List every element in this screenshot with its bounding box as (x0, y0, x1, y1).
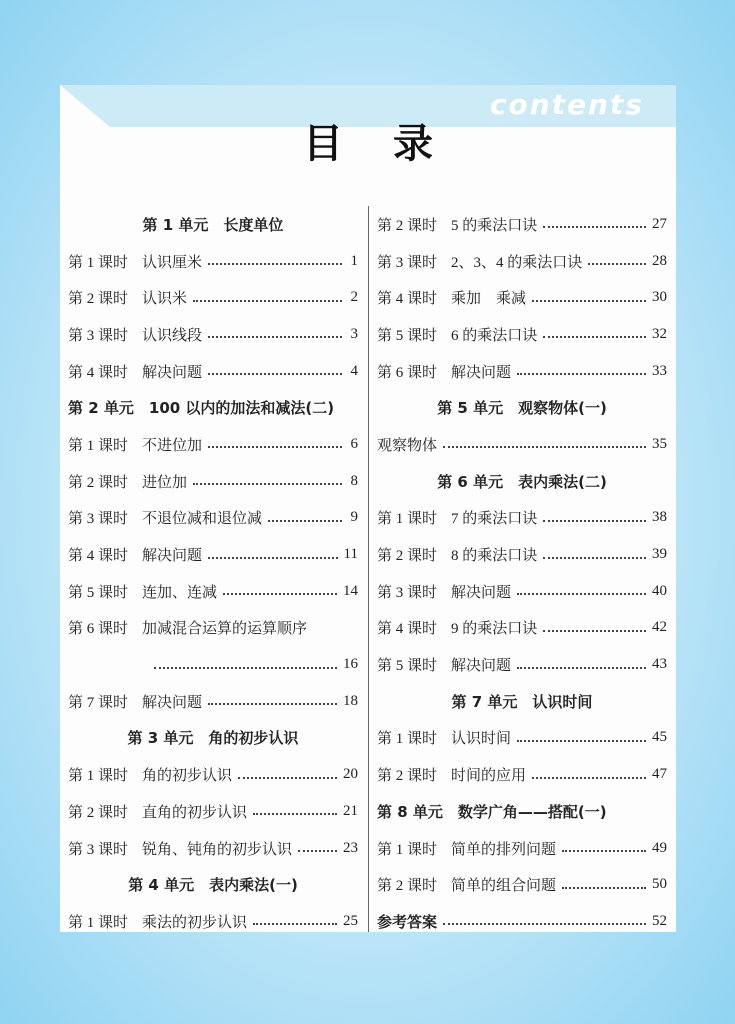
dot-leader (517, 593, 646, 595)
dot-leader (298, 850, 337, 852)
lesson-number: 第 1 课时 (377, 841, 438, 858)
toc-entry[interactable] (68, 500, 358, 537)
toc-entry[interactable] (68, 793, 358, 830)
unit-heading: 第 4 单元 表内乘法(一) (128, 876, 298, 895)
toc-entry[interactable] (377, 866, 667, 903)
lesson-number: 第 3 课时 (377, 254, 438, 271)
unit-heading: 第 2 单元 100 以内的加法和减法(二) (68, 399, 335, 418)
lesson-number: 第 2 课时 (377, 768, 438, 785)
entry-title: 解决问题 (451, 658, 512, 675)
lesson-number: 第 4 课时 (68, 364, 129, 381)
page-number: 4 (350, 362, 358, 379)
toc-entry[interactable] (68, 756, 358, 793)
entry-title: 锐角、钝角的初步认识 (142, 841, 293, 858)
page-number: 28 (652, 252, 667, 269)
page-number: 52 (652, 912, 667, 929)
lesson-number: 第 4 课时 (377, 621, 438, 638)
page-number: 42 (652, 619, 667, 636)
lesson-number: 第 2 课时 (377, 217, 438, 234)
toc-entry[interactable] (377, 536, 667, 573)
unit-heading: 第 7 单元 认识时间 (451, 692, 593, 711)
entry-title: 8 的乘法口诀 (451, 548, 538, 565)
page-number: 33 (652, 362, 667, 379)
toc-entry[interactable] (377, 610, 667, 647)
page-number: 14 (343, 582, 358, 599)
contents-label: contents (489, 88, 644, 121)
toc-entry[interactable] (68, 316, 358, 353)
toc-entry[interactable] (68, 463, 358, 500)
entry-title: 时间的应用 (451, 768, 527, 785)
page-number: 21 (343, 802, 358, 819)
entry-title: 不退位减和退位减 (142, 511, 263, 528)
toc-entry[interactable] (377, 903, 667, 940)
entry-title: 认识米 (142, 291, 188, 308)
toc-entry[interactable] (377, 426, 667, 463)
toc-entry[interactable] (68, 573, 358, 610)
lesson-number: 第 6 课时 (68, 621, 129, 638)
lesson-number: 第 4 课时 (68, 548, 129, 565)
lesson-number: 第 5 课时 (377, 327, 438, 344)
lesson-number: 第 1 课时 (68, 437, 129, 454)
toc-entry[interactable] (68, 610, 358, 647)
page-number: 20 (343, 766, 358, 783)
toc-page (60, 85, 676, 932)
entry-title: 认识厘米 (142, 254, 203, 271)
toc-entry[interactable] (377, 316, 667, 353)
dot-leader (517, 373, 646, 375)
dot-leader (562, 850, 646, 852)
page-number: 9 (350, 509, 358, 526)
dot-leader (238, 777, 337, 779)
lesson-number: 第 4 课时 (377, 291, 438, 308)
dot-leader (532, 300, 646, 302)
toc-entry[interactable] (68, 243, 358, 280)
page-number: 50 (652, 876, 667, 893)
dot-leader (253, 813, 337, 815)
unit-heading: 第 5 单元 观察物体(一) (437, 399, 607, 418)
toc-entry[interactable] (68, 536, 358, 573)
toc-entry[interactable] (68, 426, 358, 463)
dot-leader (543, 336, 646, 338)
lesson-number: 第 2 课时 (377, 548, 438, 565)
page-number: 30 (652, 289, 667, 306)
entry-title: 不进位加 (142, 437, 203, 454)
lesson-number: 第 5 课时 (377, 658, 438, 675)
toc-entry[interactable] (68, 279, 358, 316)
page-number: 11 (343, 546, 358, 563)
toc-entry[interactable] (377, 720, 667, 757)
page-number: 38 (652, 509, 667, 526)
lesson-number: 第 3 课时 (68, 327, 129, 344)
dot-leader (268, 520, 342, 522)
entry-title: 简单的排列问题 (451, 841, 557, 858)
lesson-number: 第 1 课时 (68, 914, 129, 931)
toc-entry[interactable] (68, 830, 358, 867)
dot-leader (253, 923, 337, 925)
toc-left-column (68, 206, 358, 940)
entry-title: 解决问题 (451, 584, 512, 601)
page-number: 47 (652, 766, 667, 783)
dot-leader (208, 557, 338, 559)
entry-title: 5 的乘法口诀 (451, 217, 538, 234)
entry-title: 加减混合运算的运算顺序 (142, 621, 308, 638)
toc-entry[interactable] (377, 500, 667, 537)
entry-title: 乘加 乘减 (451, 291, 527, 308)
page-number: 3 (350, 325, 358, 342)
entry-title: 连加、连减 (142, 584, 218, 601)
dot-leader (543, 226, 646, 228)
page-number: 23 (343, 839, 358, 856)
page-number: 16 (343, 656, 358, 673)
entry-title: 进位加 (142, 474, 188, 491)
unit-heading: 第 6 单元 表内乘法(二) (437, 472, 607, 491)
toc-entry[interactable] (377, 279, 667, 316)
toc-right-column (377, 206, 667, 940)
lesson-number: 第 2 课时 (68, 474, 129, 491)
toc-entry[interactable] (68, 353, 358, 390)
dot-leader (543, 630, 646, 632)
dot-leader (208, 373, 342, 375)
entry-title: 解决问题 (142, 364, 203, 381)
dot-leader (193, 483, 342, 485)
dot-leader (443, 923, 646, 925)
page-number: 32 (652, 325, 667, 342)
lesson-number: 第 3 课时 (377, 584, 438, 601)
page-title: 目录 (303, 121, 483, 167)
lesson-number: 第 7 课时 (68, 694, 129, 711)
entry-title: 参考答案 (377, 912, 438, 931)
entry-title: 6 的乘法口诀 (451, 327, 538, 344)
entry-title: 7 的乘法口诀 (451, 511, 538, 528)
dot-leader (532, 777, 646, 779)
toc-entry[interactable] (377, 353, 667, 390)
dot-leader (193, 300, 342, 302)
entry-title: 简单的组合问题 (451, 878, 557, 895)
dot-leader (562, 887, 646, 889)
lesson-number: 第 1 课时 (68, 768, 129, 785)
dot-leader (443, 446, 646, 448)
dot-leader (208, 336, 342, 338)
dot-leader (154, 667, 337, 669)
toc-entry[interactable] (377, 646, 667, 683)
entry-title: 认识线段 (142, 327, 203, 344)
unit-heading: 第 1 单元 长度单位 (142, 215, 284, 234)
toc-entry[interactable] (377, 206, 667, 243)
dot-leader (588, 263, 646, 265)
dot-leader (223, 593, 337, 595)
lesson-number: 第 6 课时 (377, 364, 438, 381)
entry-title: 解决问题 (142, 694, 203, 711)
lesson-number: 第 1 课时 (377, 731, 438, 748)
page-number: 8 (350, 472, 358, 489)
lesson-number: 第 1 课时 (377, 511, 438, 528)
page-number: 6 (350, 435, 358, 452)
dot-leader (517, 667, 646, 669)
page-number: 25 (343, 912, 358, 929)
lesson-number: 第 5 课时 (68, 584, 129, 601)
toc-entry[interactable] (68, 646, 358, 683)
entry-title: 认识时间 (451, 731, 512, 748)
page-number: 39 (652, 546, 667, 563)
dot-leader (208, 703, 337, 705)
toc-entry[interactable] (68, 683, 358, 720)
lesson-number: 第 2 课时 (68, 804, 129, 821)
toc-entry[interactable] (377, 830, 667, 867)
entry-title: 角的初步认识 (142, 768, 233, 785)
lesson-number: 第 2 课时 (68, 291, 129, 308)
page-number: 45 (652, 729, 667, 746)
column-divider (368, 206, 369, 932)
entry-title: 9 的乘法口诀 (451, 621, 538, 638)
entry-title: 直角的初步认识 (142, 804, 248, 821)
entry-title: 乘法的初步认识 (142, 914, 248, 931)
page-number: 43 (652, 656, 667, 673)
page-number: 1 (350, 252, 358, 269)
toc-entry[interactable] (377, 756, 667, 793)
lesson-number: 第 2 课时 (377, 878, 438, 895)
entry-title: 解决问题 (451, 364, 512, 381)
page-number: 35 (652, 435, 667, 452)
entry-title: 解决问题 (142, 548, 203, 565)
lesson-number: 第 1 课时 (68, 254, 129, 271)
dot-leader (543, 557, 646, 559)
page-number: 18 (343, 692, 358, 709)
entry-title: 2、3、4 的乘法口诀 (451, 254, 583, 271)
page-number: 2 (350, 289, 358, 306)
dot-leader (543, 520, 646, 522)
entry-title: 观察物体 (377, 437, 438, 454)
toc-entry[interactable] (377, 243, 667, 280)
toc-entry[interactable] (377, 573, 667, 610)
page-number: 40 (652, 582, 667, 599)
dot-leader (517, 740, 646, 742)
page-number: 27 (652, 215, 667, 232)
page-number: 49 (652, 839, 667, 856)
dot-leader (208, 263, 342, 265)
unit-heading: 第 3 单元 角的初步认识 (127, 729, 299, 748)
lesson-number: 第 3 课时 (68, 511, 129, 528)
toc-entry[interactable] (68, 903, 358, 940)
dot-leader (208, 446, 342, 448)
unit-heading: 第 8 单元 数学广角——搭配(一) (377, 802, 607, 821)
lesson-number: 第 3 课时 (68, 841, 129, 858)
